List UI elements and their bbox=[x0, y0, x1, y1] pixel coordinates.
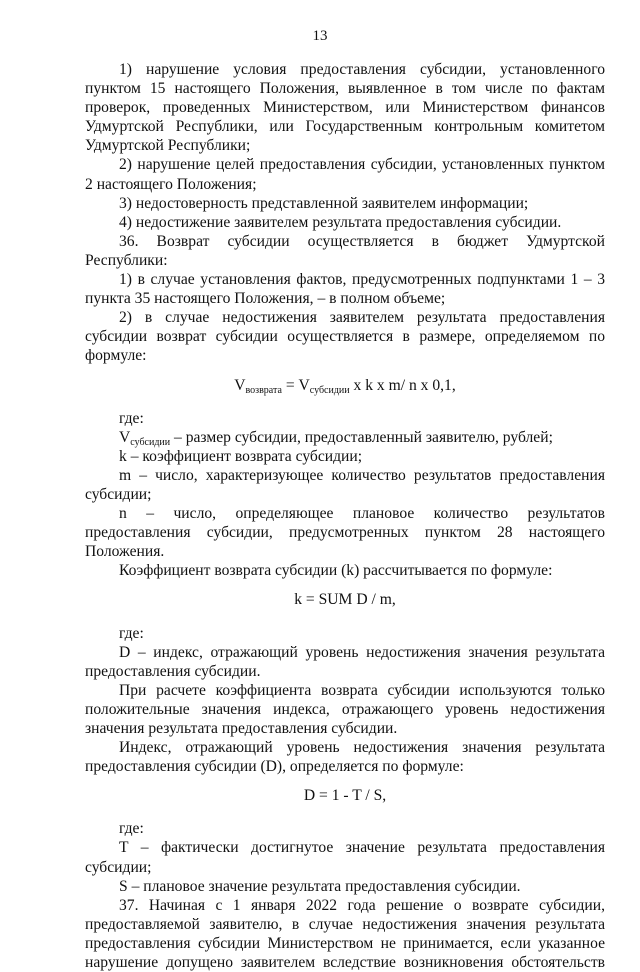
formula-refund-sub-return: возврата bbox=[245, 384, 282, 396]
document-body bbox=[85, 60, 605, 972]
where-label-3: где: bbox=[119, 820, 144, 838]
definition-n: n – число, определяющее плановое количество результатов предоставления субсидии, предусмотренных пунктом 28 настоящего Положения. bbox=[85, 505, 605, 561]
coefficient-intro: Коэффициент возврата субсидии (k) рассчитывается по формуле: bbox=[119, 562, 553, 580]
formula-index: D = 1 - T / S, bbox=[303, 787, 387, 805]
definition-s: S – плановое значение результата предоставления субсидии. bbox=[119, 877, 521, 895]
index-intro: Индекс, отражающий уровень недостижения значения результата предоставления субсидии (D), определяется по формуле: bbox=[85, 739, 605, 776]
formula-refund-rest: x k x m/ n x 0,1, bbox=[349, 376, 456, 394]
formula-refund-sub-subsidy: субсидии bbox=[309, 384, 350, 396]
section-36-heading: 36. Возврат субсидии осуществляется в бюджет Удмуртской Республики: bbox=[85, 232, 605, 269]
formula-coefficient: k = SUM D / m, bbox=[294, 591, 396, 609]
list-item-3: 3) недостоверность представленной заявителем информации; bbox=[119, 194, 529, 212]
list-item-4: 4) недостижение заявителем результата предоставления субсидии. bbox=[119, 213, 562, 231]
where-label-1: где: bbox=[119, 409, 144, 427]
definition-t: T – фактически достигнутое значение результата предоставления субсидии; bbox=[85, 839, 605, 876]
section-36-item-1: 1) в случае установления фактов, предусмотренных подпунктами 1 – 3 пункта 35 настоящего Положения, – в полном объеме; bbox=[85, 271, 605, 308]
section-36-item-2: 2) в случае недостижения заявителем результата предоставления субсидии возврат субсидии осуществляется в размере, определяемом по формуле: bbox=[85, 309, 605, 365]
definition-m: m – число, характеризующее количество результатов предоставления субсидии; bbox=[85, 466, 605, 503]
list-item-1: 1) нарушение условия предоставления субсидии, установленного пунктом 15 настоящего Положения, выявленное в том числе по фактам проверок, проведенных Министерством, или Министерством финансов Удмуртской Республики, или Государственным контрольным комитетом Удмуртской Республики; bbox=[85, 61, 605, 155]
calculation-note: При расчете коэффициента возврата субсидии используются только положительные значения индекса, отражающего уровень недостижения значения результата предоставления субсидии. bbox=[85, 681, 605, 737]
definition-v-sub: субсидии bbox=[130, 436, 171, 448]
definition-d: D – индекс, отражающий уровень недостижения значения результата предоставления субсидии. bbox=[85, 643, 605, 680]
list-item-2: 2) нарушение целей предоставления субсидии, установленных пунктом 2 настоящего Положения; bbox=[85, 156, 605, 193]
definition-v bbox=[85, 428, 605, 447]
formula-refund-v: V bbox=[234, 376, 246, 394]
formula-refund bbox=[85, 376, 605, 395]
section-37-paragraph: 37. Начиная с 1 января 2022 года решение о возврате субсидии, предоставляемой заявителю, в случае недостижения значения результата предоставления субсидии Министерством не принимается, если указанное нарушение допущено заявителем вследствие возникновения обстоятельств bbox=[85, 896, 605, 972]
definition-v-symbol: V bbox=[119, 428, 131, 446]
formula-refund-eq: = V bbox=[281, 376, 310, 394]
definition-v-text: – размер субсидии, предоставленный заявителю, рублей; bbox=[170, 428, 553, 446]
where-label-2: где: bbox=[119, 624, 144, 642]
page-number: 13 bbox=[312, 28, 328, 44]
definition-k: k – коэффициент возврата субсидии; bbox=[119, 447, 363, 465]
